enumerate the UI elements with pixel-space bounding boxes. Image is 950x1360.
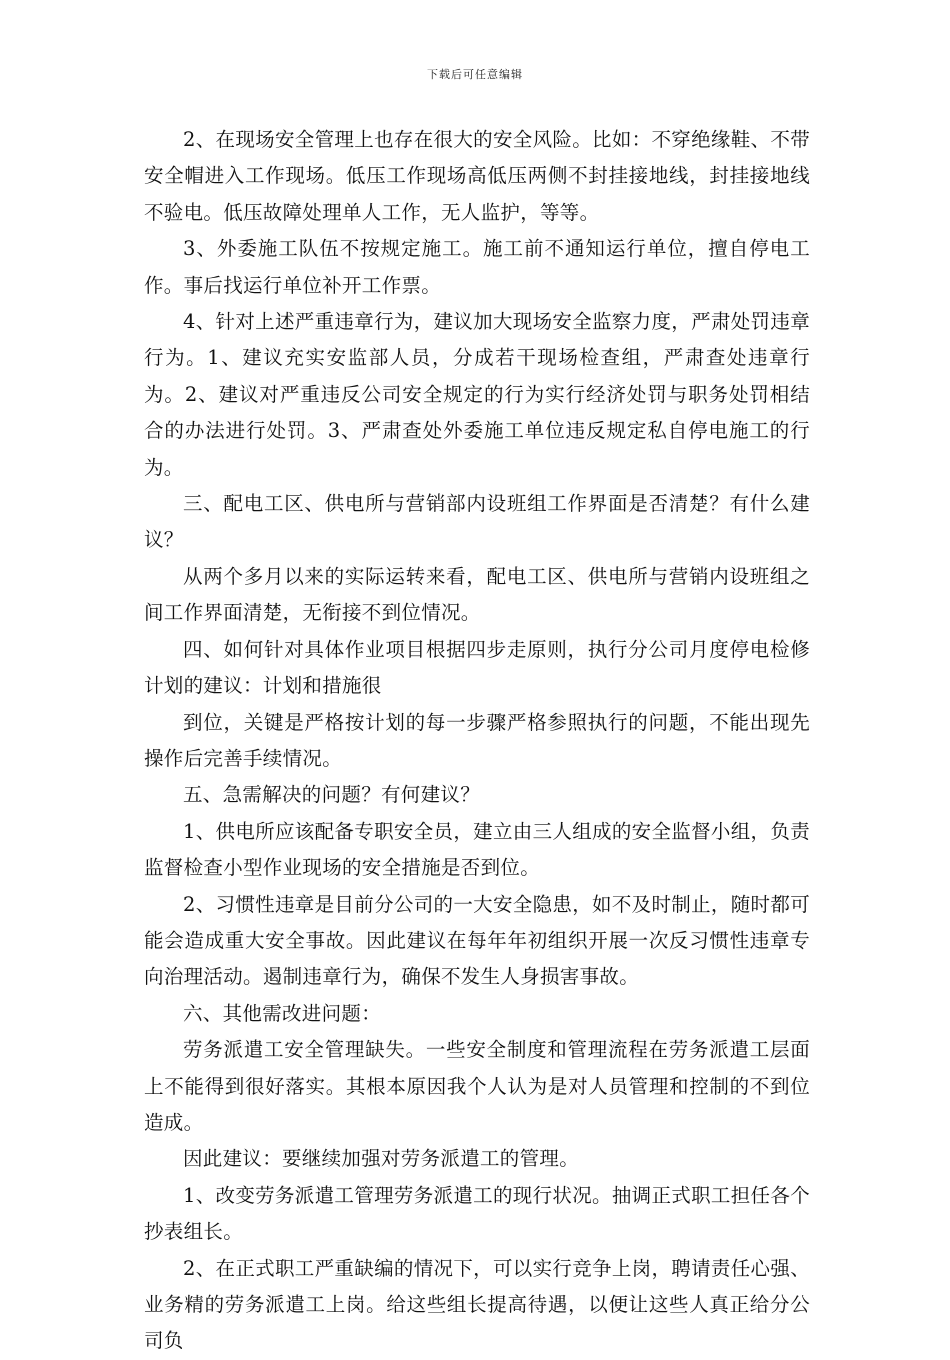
paragraph: 劳务派遣工安全管理缺失。一些安全制度和管理流程在劳务派遣工层面上不能得到很好落实。其根本原因我个人认为是对人员管理和控制的不到位造成。 <box>144 1038 810 1134</box>
section-heading: 三、配电工区、供电所与营销部内设班组工作界面是否清楚？有什么建议？ <box>144 492 810 552</box>
paragraph: 1、改变劳务派遣工管理劳务派遣工的现行状况。抽调正式职工担任各个抄表组长。 <box>144 1183 810 1244</box>
paragraph: 到位，关键是严格按计划的每一步骤严格参照执行的问题，不能出现先操作后完善手续情况。 <box>144 710 810 770</box>
paragraph: 从两个多月以来的实际运转来看，配电工区、供电所与营销内设班组之间工作界面清楚，无衔接不到位情况。 <box>144 564 810 625</box>
paragraph: 2、在现场安全管理上也存在很大的安全风险。比如：不穿绝缘鞋、不带安全帽进入工作现场。低压工作现场高低压两侧不封挂接地线，封挂接地线不验电。低压故障处理单人工作，无人监护，等等。 <box>144 128 810 224</box>
paragraph: 4、针对上述严重违章行为，建议加大现场安全监察力度，严肃处罚违章行为。1、建议充实安监部人员，分成若干现场检查组，严肃查处违章行为。2、建议对严重违反公司安全规定的行为实行经济处罚与职务处罚相结合的办法进行处罚。3、严肃查处外委施工单位违反规定私自停电施工的行为。 <box>144 310 810 479</box>
paragraph: 1、供电所应该配备专职安全员，建立由三人组成的安全监督小组，负责监督检查小型作业现场的安全措施是否到位。 <box>144 819 810 880</box>
page-header: 下载后可任意编辑 <box>427 68 523 81</box>
document-body <box>144 122 810 1360</box>
paragraph: 因此建议：要继续加强对劳务派遣工的管理。 <box>183 1147 580 1171</box>
paragraph: 2、在正式职工严重缺编的情况下，可以实行竞争上岗，聘请责任心强、业务精的劳务派遣工上岗。给这些组长提高待遇，以便让这些人真正给分公司负 <box>144 1256 810 1353</box>
section-heading: 六、其他需改进问题： <box>183 1001 382 1025</box>
section-heading: 五、急需解决的问题？有何建议？ <box>183 783 481 807</box>
paragraph: 2、习惯性违章是目前分公司的一大安全隐患，如不及时制止，随时都可能会造成重大安全事故。因此建议在每年年初组织开展一次反习惯性违章专向治理活动。遏制违章行为，确保不发生人身损害事故。 <box>144 892 810 989</box>
paragraph: 3、外委施工队伍不按规定施工。施工前不通知运行单位，擅自停电工作。事后找运行单位补开工作票。 <box>144 237 810 297</box>
section-heading: 四、如何针对具体作业项目根据四步走原则，执行分公司月度停电检修计划的建议：计划和措施很 <box>144 637 810 698</box>
